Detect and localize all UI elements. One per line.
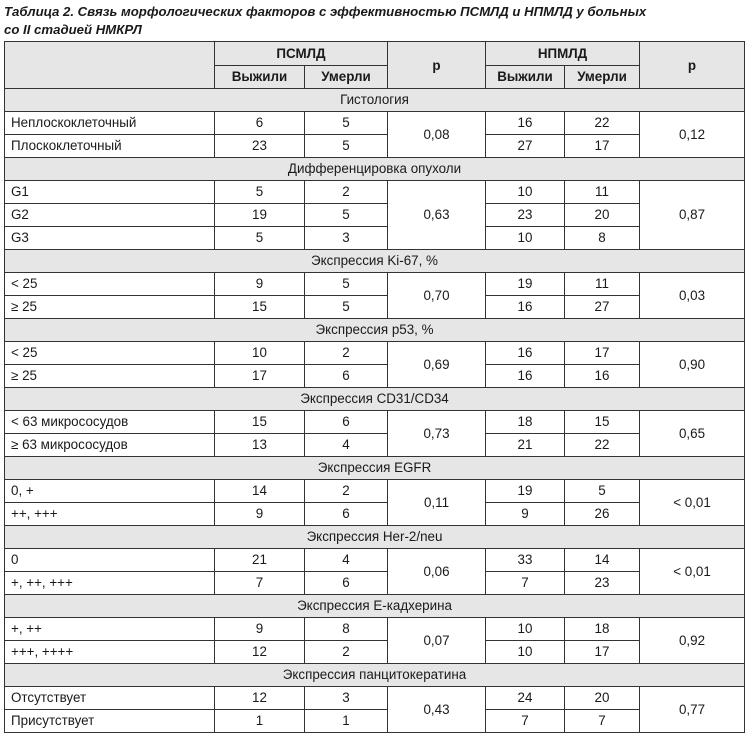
npmld-survived-cell: 19 (486, 273, 565, 296)
table-row (5, 411, 745, 434)
psmld-died-cell: 2 (305, 480, 388, 503)
row-label: G2 (5, 204, 215, 227)
section-title: Дифференцировка опухоли (5, 158, 745, 181)
npmld-survived-cell: 16 (486, 342, 565, 365)
header-died-2: Умерли (565, 66, 640, 89)
npmld-died-cell: 27 (565, 296, 640, 319)
psmld-survived-cell: 14 (215, 480, 305, 503)
table-row (5, 710, 745, 733)
table-row (5, 480, 745, 503)
psmld-survived-cell: 13 (215, 434, 305, 457)
npmld-died-cell: 14 (565, 549, 640, 572)
table-caption (4, 3, 744, 39)
row-label: G1 (5, 181, 215, 204)
npmld-died-cell: 17 (565, 135, 640, 158)
npmld-died-cell: 20 (565, 687, 640, 710)
table-row (5, 181, 745, 204)
psmld-died-cell: 4 (305, 434, 388, 457)
header-group-psmld: ПСМЛД (215, 42, 388, 66)
npmld-died-cell: 11 (565, 181, 640, 204)
npmld-survived-cell: 9 (486, 503, 565, 526)
npmld-p-value: 0,03 (640, 273, 745, 319)
psmld-p-value: 0,11 (388, 480, 486, 526)
psmld-died-cell: 4 (305, 549, 388, 572)
caption-line-2: со II стадией НМКРЛ (4, 22, 142, 37)
npmld-survived-cell: 16 (486, 296, 565, 319)
psmld-survived-cell: 9 (215, 503, 305, 526)
npmld-survived-cell: 19 (486, 480, 565, 503)
table-row (5, 687, 745, 710)
section-header-row (5, 664, 745, 687)
table-row (5, 112, 745, 135)
psmld-died-cell: 6 (305, 572, 388, 595)
psmld-died-cell: 1 (305, 710, 388, 733)
psmld-died-cell: 3 (305, 687, 388, 710)
psmld-survived-cell: 10 (215, 342, 305, 365)
npmld-survived-cell: 27 (486, 135, 565, 158)
npmld-died-cell: 18 (565, 618, 640, 641)
row-label: Неплоскоклеточный (5, 112, 215, 135)
npmld-survived-cell: 10 (486, 181, 565, 204)
psmld-p-value: 0,73 (388, 411, 486, 457)
npmld-p-value: 0,65 (640, 411, 745, 457)
npmld-died-cell: 22 (565, 112, 640, 135)
table-row (5, 618, 745, 641)
table-row (5, 434, 745, 457)
header-p-1: p (388, 42, 486, 89)
npmld-p-value: 0,92 (640, 618, 745, 664)
psmld-p-value: 0,63 (388, 181, 486, 250)
section-title: Экспрессия панцитокератина (5, 664, 745, 687)
section-header-row (5, 89, 745, 112)
table-row (5, 296, 745, 319)
npmld-survived-cell: 10 (486, 227, 565, 250)
npmld-survived-cell: 7 (486, 572, 565, 595)
npmld-p-value: 0,77 (640, 687, 745, 733)
psmld-died-cell: 5 (305, 273, 388, 296)
psmld-died-cell: 5 (305, 135, 388, 158)
table-row (5, 273, 745, 296)
header-row-1 (5, 42, 745, 66)
psmld-survived-cell: 17 (215, 365, 305, 388)
psmld-survived-cell: 12 (215, 641, 305, 664)
table-row (5, 572, 745, 595)
row-label: +++, ++++ (5, 641, 215, 664)
npmld-p-value: < 0,01 (640, 549, 745, 595)
npmld-survived-cell: 33 (486, 549, 565, 572)
psmld-p-value: 0,69 (388, 342, 486, 388)
npmld-died-cell: 17 (565, 641, 640, 664)
npmld-survived-cell: 10 (486, 618, 565, 641)
section-title: Экспрессия EGFR (5, 457, 745, 480)
row-label: ++, +++ (5, 503, 215, 526)
npmld-died-cell: 7 (565, 710, 640, 733)
row-label: Присутствует (5, 710, 215, 733)
npmld-survived-cell: 21 (486, 434, 565, 457)
table-row (5, 549, 745, 572)
row-label: < 25 (5, 342, 215, 365)
row-label: +, ++, +++ (5, 572, 215, 595)
psmld-died-cell: 2 (305, 342, 388, 365)
table-row (5, 204, 745, 227)
section-header-row (5, 319, 745, 342)
psmld-survived-cell: 9 (215, 273, 305, 296)
psmld-survived-cell: 5 (215, 181, 305, 204)
psmld-died-cell: 8 (305, 618, 388, 641)
section-header-row (5, 457, 745, 480)
npmld-died-cell: 15 (565, 411, 640, 434)
psmld-survived-cell: 7 (215, 572, 305, 595)
npmld-p-value: < 0,01 (640, 480, 745, 526)
psmld-survived-cell: 19 (215, 204, 305, 227)
npmld-died-cell: 17 (565, 342, 640, 365)
psmld-survived-cell: 23 (215, 135, 305, 158)
npmld-died-cell: 5 (565, 480, 640, 503)
row-label: +, ++ (5, 618, 215, 641)
header-died-1: Умерли (305, 66, 388, 89)
npmld-p-value: 0,12 (640, 112, 745, 158)
npmld-survived-cell: 18 (486, 411, 565, 434)
row-label: Плоскоклеточный (5, 135, 215, 158)
psmld-survived-cell: 9 (215, 618, 305, 641)
section-header-row (5, 250, 745, 273)
table-row (5, 503, 745, 526)
table-row (5, 342, 745, 365)
table-row (5, 227, 745, 250)
npmld-survived-cell: 7 (486, 710, 565, 733)
section-title: Экспрессия CD31/CD34 (5, 388, 745, 411)
npmld-died-cell: 20 (565, 204, 640, 227)
section-header-row (5, 158, 745, 181)
section-header-row (5, 595, 745, 618)
row-label: ≥ 25 (5, 365, 215, 388)
table-row (5, 365, 745, 388)
header-survived-1: Выжили (215, 66, 305, 89)
psmld-died-cell: 6 (305, 365, 388, 388)
npmld-survived-cell: 10 (486, 641, 565, 664)
row-label: 0 (5, 549, 215, 572)
section-header-row (5, 388, 745, 411)
section-title: Экспрессия Е-кадхерина (5, 595, 745, 618)
row-label: Отсутствует (5, 687, 215, 710)
header-blank-cell (5, 42, 215, 89)
psmld-p-value: 0,08 (388, 112, 486, 158)
psmld-p-value: 0,06 (388, 549, 486, 595)
psmld-died-cell: 2 (305, 181, 388, 204)
psmld-p-value: 0,07 (388, 618, 486, 664)
npmld-p-value: 0,90 (640, 342, 745, 388)
row-label: 0, + (5, 480, 215, 503)
npmld-died-cell: 8 (565, 227, 640, 250)
npmld-died-cell: 22 (565, 434, 640, 457)
caption-line-1: Таблица 2. Связь морфологических факторов с эффективностью ПСМЛД и НПМЛД у больных (4, 4, 647, 19)
npmld-survived-cell: 23 (486, 204, 565, 227)
npmld-survived-cell: 16 (486, 365, 565, 388)
row-label: ≥ 63 микрососудов (5, 434, 215, 457)
psmld-survived-cell: 6 (215, 112, 305, 135)
psmld-died-cell: 2 (305, 641, 388, 664)
psmld-survived-cell: 1 (215, 710, 305, 733)
table-row (5, 641, 745, 664)
psmld-survived-cell: 15 (215, 411, 305, 434)
npmld-died-cell: 23 (565, 572, 640, 595)
npmld-died-cell: 16 (565, 365, 640, 388)
npmld-survived-cell: 24 (486, 687, 565, 710)
psmld-p-value: 0,43 (388, 687, 486, 733)
section-title: Экспрессия Ki-67, % (5, 250, 745, 273)
psmld-survived-cell: 15 (215, 296, 305, 319)
header-p-2: p (640, 42, 745, 89)
psmld-died-cell: 5 (305, 296, 388, 319)
psmld-died-cell: 6 (305, 503, 388, 526)
row-label: ≥ 25 (5, 296, 215, 319)
npmld-p-value: 0,87 (640, 181, 745, 250)
row-label: < 25 (5, 273, 215, 296)
section-title: Гистология (5, 89, 745, 112)
section-title: Экспрессия Her-2/neu (5, 526, 745, 549)
psmld-died-cell: 6 (305, 411, 388, 434)
psmld-died-cell: 5 (305, 112, 388, 135)
npmld-died-cell: 11 (565, 273, 640, 296)
psmld-survived-cell: 21 (215, 549, 305, 572)
psmld-died-cell: 3 (305, 227, 388, 250)
psmld-survived-cell: 5 (215, 227, 305, 250)
row-label: < 63 микрососудов (5, 411, 215, 434)
row-label: G3 (5, 227, 215, 250)
results-table (4, 41, 745, 733)
npmld-survived-cell: 16 (486, 112, 565, 135)
header-survived-2: Выжили (486, 66, 565, 89)
section-header-row (5, 526, 745, 549)
table-row (5, 135, 745, 158)
psmld-survived-cell: 12 (215, 687, 305, 710)
section-title: Экспрессия р53, % (5, 319, 745, 342)
psmld-p-value: 0,70 (388, 273, 486, 319)
psmld-died-cell: 5 (305, 204, 388, 227)
header-group-npmld: НПМЛД (486, 42, 640, 66)
npmld-died-cell: 26 (565, 503, 640, 526)
